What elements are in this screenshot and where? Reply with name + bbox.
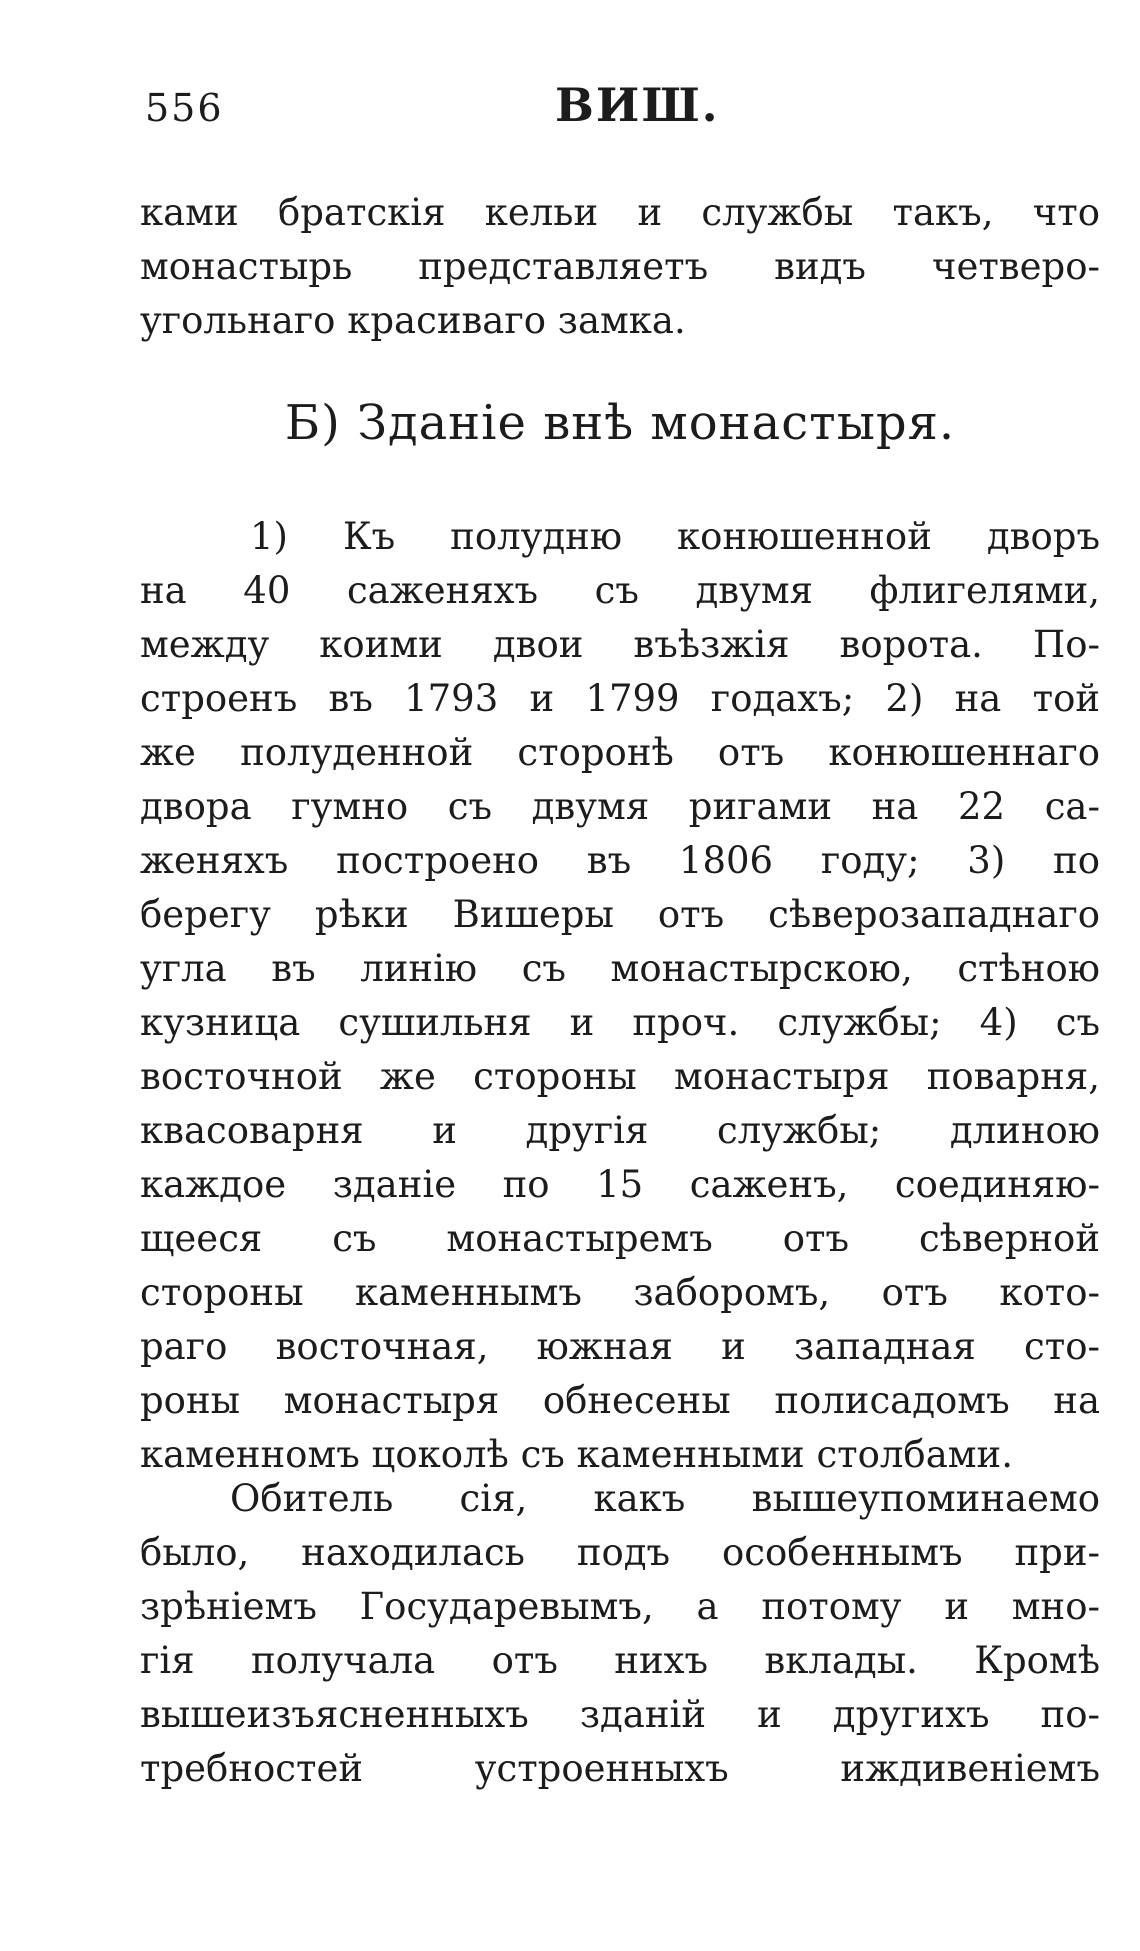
text-line: двора гумно съ двумя ригами на 22 са- — [140, 785, 1100, 828]
running-title: ВИШ. — [555, 78, 720, 132]
text-line: каждое зданіе по 15 саженъ, соединяю- — [140, 1163, 1100, 1206]
text-line: между коими двои въѣзжія ворота. По- — [140, 623, 1100, 666]
text-line: требностей устроенныхъ иждивеніемъ — [140, 1747, 1100, 1790]
text-line: ками братскія кельи и службы такъ, что — [140, 191, 1100, 234]
text-line: раго восточная, южная и западная сто- — [140, 1325, 1100, 1368]
section-heading: Б) Зданіе внѣ монастыря. — [284, 395, 956, 451]
text-line: берегу рѣки Вишеры отъ сѣверозападнаго — [140, 893, 1100, 936]
intro-paragraph — [140, 186, 1100, 348]
page-number: 556 — [145, 86, 224, 130]
text-line: роны монастыря обнесены полисадомъ на — [140, 1379, 1100, 1422]
text-line: было, находилась подъ особеннымъ при- — [140, 1531, 1100, 1574]
text-line: щееся съ монастыремъ отъ сѣверной — [140, 1217, 1100, 1260]
text-line: вышеизъясненныхъ зданій и другихъ по- — [140, 1693, 1100, 1736]
text-line: Обитель сія, какъ вышеупоминаемо — [230, 1477, 1100, 1520]
text-line: кузница сушильня и проч. службы; 4) съ — [140, 1001, 1100, 1044]
page-header — [140, 78, 1100, 148]
text-line: угла въ линію съ монастырскою, стѣною — [140, 947, 1100, 990]
text-line: квасоварня и другія службы; длиною — [140, 1109, 1100, 1152]
text-line: гія получала отъ нихъ вклады. Кромѣ — [140, 1639, 1100, 1682]
text-line: монастырь представляетъ видъ четверо- — [140, 245, 1100, 288]
text-line: женяхъ построено въ 1806 году; 3) по — [140, 839, 1100, 882]
text-line: каменномъ цоколѣ съ каменными столбами. — [140, 1433, 1013, 1476]
text-line: зрѣніемъ Государевымъ, а потому и мно- — [140, 1585, 1100, 1628]
paragraph-donations — [140, 1472, 1100, 1796]
text-line: на 40 саженяхъ съ двумя флигелями, — [140, 569, 1100, 612]
text-line: строенъ въ 1793 и 1799 годахъ; 2) на той — [140, 677, 1100, 720]
text-line: стороны каменнымъ заборомъ, отъ кото- — [140, 1271, 1100, 1314]
text-line: угольнаго красиваго замка. — [140, 299, 686, 342]
paragraph-buildings — [140, 510, 1100, 1482]
text-line: же полуденной сторонѣ отъ конюшеннаго — [140, 731, 1100, 774]
text-line: 1) Къ полудню конюшенной дворъ — [250, 515, 1100, 558]
text-line: восточной же стороны монастыря поварня, — [140, 1055, 1100, 1098]
